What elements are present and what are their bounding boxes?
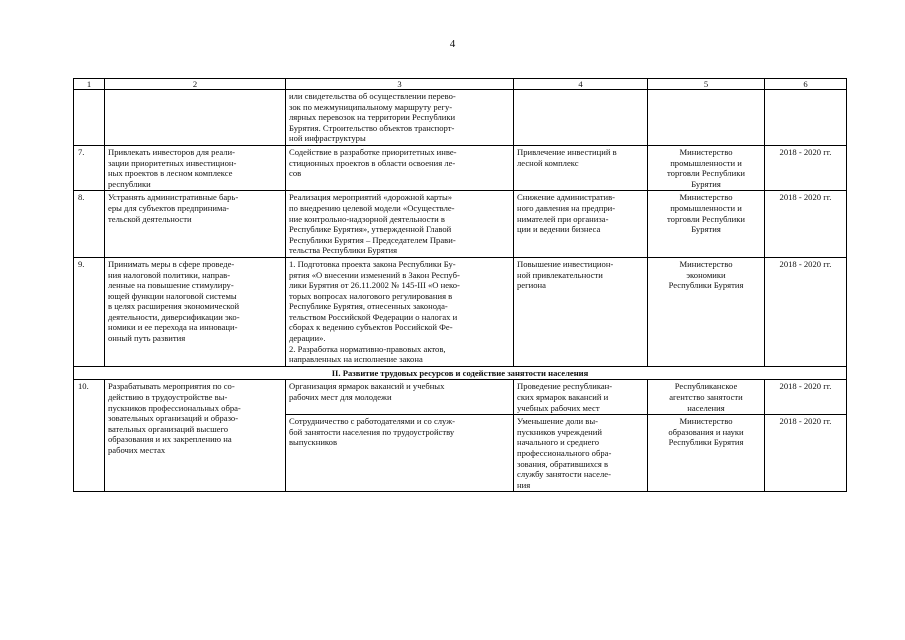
text-line: рабочих мест для молодежи [289, 392, 392, 403]
text-line: рятия «О внесении изменений в Закон Респуб- [289, 269, 460, 280]
period-cell: 2018 - 2020 гг. [765, 415, 847, 492]
text-line: Повышение инвестицион- [517, 258, 614, 269]
text-line: Организация ярмарок вакансий и учебных [289, 381, 445, 392]
executor-cell [648, 145, 765, 190]
text-line: образования и их закреплению на [108, 434, 232, 445]
text-line: деятельности, диверсификации эко- [108, 311, 240, 322]
text-line: Республиканское [674, 381, 738, 392]
text-line: ния налоговой политики, направ- [108, 269, 231, 280]
result-cell [514, 145, 648, 190]
activity-cell [286, 257, 514, 366]
column-number: 2 [105, 79, 286, 90]
column-number: 6 [765, 79, 847, 90]
text-line: направленных на исполнение закона [289, 354, 423, 365]
text-line: Республике Бурятия», утвержденной Главой [289, 224, 452, 235]
text-line: ленные на повышение стимулиру- [108, 280, 234, 291]
text-line: по внедрению целевой модели «Осуществле- [289, 202, 455, 213]
text-line: или свидетельства об осуществлении перево- [289, 91, 456, 101]
text-line: ной инфраструктуры [289, 133, 366, 144]
text-line: ских ярмарок вакансий и [517, 392, 609, 403]
column-number: 4 [514, 79, 648, 90]
row-number: 7. [74, 145, 105, 190]
text-line: экономики [686, 269, 726, 280]
executor-cell [648, 90, 765, 146]
text-line: ной привлекательности [517, 269, 603, 280]
text-line: Республики Бурятия [668, 280, 744, 291]
activity-cell [286, 380, 514, 415]
row-number [74, 90, 105, 146]
text-line: Бурятия. Строительство объектов транспорт- [289, 122, 455, 133]
text-line: образования и науки [668, 426, 744, 437]
text-line: сборах к ведению субъектов Российской Фе- [289, 322, 453, 333]
text-line: ния [517, 479, 531, 490]
text-line: пускников профессиональных обра- [108, 402, 241, 413]
text-line: дерации». [289, 333, 326, 344]
task-cell [105, 257, 286, 366]
table-row [74, 145, 847, 190]
period-cell: 2018 - 2020 гг. [765, 257, 847, 366]
text-line: действию в трудоустройстве вы- [108, 392, 228, 403]
text-line: нимателей при организа- [517, 213, 609, 224]
column-number-row [74, 79, 847, 90]
text-line: Проведение республикан- [517, 381, 613, 392]
text-line: ного давления на предпри- [517, 202, 616, 213]
action-plan-table [73, 78, 847, 492]
column-number: 3 [286, 79, 514, 90]
task-cell [105, 90, 286, 146]
executor-cell [648, 257, 765, 366]
page-number: 4 [449, 38, 456, 50]
text-line: зок по межмуниципальному маршруту регу- [289, 101, 453, 112]
text-line: ции и ведении бизнеса [517, 224, 601, 235]
executor-cell [648, 191, 765, 258]
text-line: Принимать меры в сфере проведе- [108, 258, 235, 269]
text-line: лики Бурятия от 26.11.2002 № 145-III «О неко- [289, 280, 460, 291]
text-line: в целях расширения экономической [108, 301, 240, 312]
text-line: службу занятости населе- [517, 469, 611, 480]
table-row [74, 90, 847, 146]
task-cell [105, 380, 286, 492]
text-line: ющей функции налоговой системы [108, 290, 237, 301]
task-cell [105, 191, 286, 258]
text-line: ных проектов в лесном комплексе [108, 168, 233, 179]
activity-cell [286, 415, 514, 492]
text-line: тельской деятельности [108, 213, 192, 224]
text-line: онный путь развития [108, 333, 186, 344]
text-line: населения [687, 402, 725, 413]
period-cell: 2018 - 2020 гг. [765, 380, 847, 415]
text-line: Республики Бурятия – Председателем Прави- [289, 234, 456, 245]
text-line: зования, обратившихся в [517, 458, 609, 469]
text-line: ние контрольно-надзорной деятельности в [289, 213, 445, 224]
text-line: начального и среднего [517, 437, 600, 448]
text-line: Министерство [679, 146, 733, 157]
text-line: Бурятия [691, 178, 721, 189]
text-line: агентство занятости [669, 392, 743, 403]
text-line: номики и ее перехода на инноваци- [108, 322, 238, 333]
text-line: региона [517, 280, 546, 291]
result-cell [514, 380, 648, 415]
text-line: зовательных организаций и образо- [108, 413, 239, 424]
table-row [74, 380, 847, 415]
text-line: рабочих местах [108, 445, 166, 455]
result-cell [514, 257, 648, 366]
text-line: зации приоритетных инвестицион- [108, 157, 237, 168]
text-line: Республики Бурятия [668, 437, 744, 448]
activity-cell [286, 191, 514, 258]
text-line: бой занятости населения по трудоустройству [289, 426, 455, 437]
text-line: сов [289, 168, 302, 179]
text-line: Привлечение инвестиций в [517, 146, 617, 157]
row-number: 9. [74, 257, 105, 366]
task-cell [105, 145, 286, 190]
period-cell: 2018 - 2020 гг. [765, 191, 847, 258]
result-cell [514, 90, 648, 146]
activity-cell [286, 90, 514, 146]
table-row [74, 257, 847, 366]
text-line: республики [108, 178, 151, 189]
text-line: тельства Республики Бурятия [289, 245, 398, 256]
text-line: торговли Республики [667, 168, 745, 179]
text-line: вательных организаций высшего [108, 423, 229, 434]
text-line: Разрабатывать мероприятия по со- [108, 381, 235, 392]
text-line: промышленности и [670, 157, 742, 168]
activity-cell [286, 145, 514, 190]
result-cell [514, 415, 648, 492]
result-cell [514, 191, 648, 258]
text-line: 2. Разработка нормативно-правовых актов, [289, 343, 446, 354]
text-line: Содействие в разработке приоритетных инве- [289, 146, 457, 157]
text-line: лесной комплекс [517, 157, 579, 168]
text-line: Министерство [679, 416, 733, 427]
text-line: пускников учреждений [517, 426, 602, 437]
table-row [74, 191, 847, 258]
text-line: стиционных проектов в области освоения ле- [289, 157, 456, 168]
text-line: лярных перевозок на территории Республики [289, 112, 456, 123]
section-row [74, 366, 847, 380]
text-line: еры для субъектов предпринима- [108, 202, 230, 213]
text-line: Привлекать инвесторов для реали- [108, 146, 236, 157]
text-line: промышленности и [670, 202, 742, 213]
column-number: 5 [648, 79, 765, 90]
text-line: 1. Подготовка проекта закона Республики Бу- [289, 258, 456, 269]
text-line: выпускников [289, 437, 338, 448]
period-cell [765, 90, 847, 146]
section-title: II. Развитие трудовых ресурсов и содействие занятости населения [74, 366, 847, 380]
text-line: Реализация мероприятий «дорожной карты» [289, 192, 453, 203]
text-line: Устранять административные барь- [108, 192, 239, 203]
text-line: Республике Бурятия, отнесенных законода- [289, 301, 448, 312]
executor-cell [648, 380, 765, 415]
text-line: тельством Российской Федерации о налогах и [289, 311, 458, 322]
executor-cell [648, 415, 765, 492]
text-line: торых вопросах налогового регулирования в [289, 290, 453, 301]
text-line: торговли Республики [667, 213, 745, 224]
text-line: профессионального обра- [517, 448, 612, 458]
text-line: Сотрудничество с работодателями и со служ- [289, 416, 456, 427]
text-line: Снижение административ- [517, 192, 615, 203]
text-line: Министерство [679, 258, 733, 269]
text-line: Министерство [679, 192, 733, 203]
text-line: учебных рабочих мест [517, 402, 600, 413]
column-number: 1 [74, 79, 105, 90]
text-line: Бурятия [691, 224, 721, 235]
row-number: 8. [74, 191, 105, 258]
text-line: Уменьшение доли вы- [517, 416, 598, 427]
row-number: 10. [74, 380, 105, 492]
period-cell: 2018 - 2020 гг. [765, 145, 847, 190]
